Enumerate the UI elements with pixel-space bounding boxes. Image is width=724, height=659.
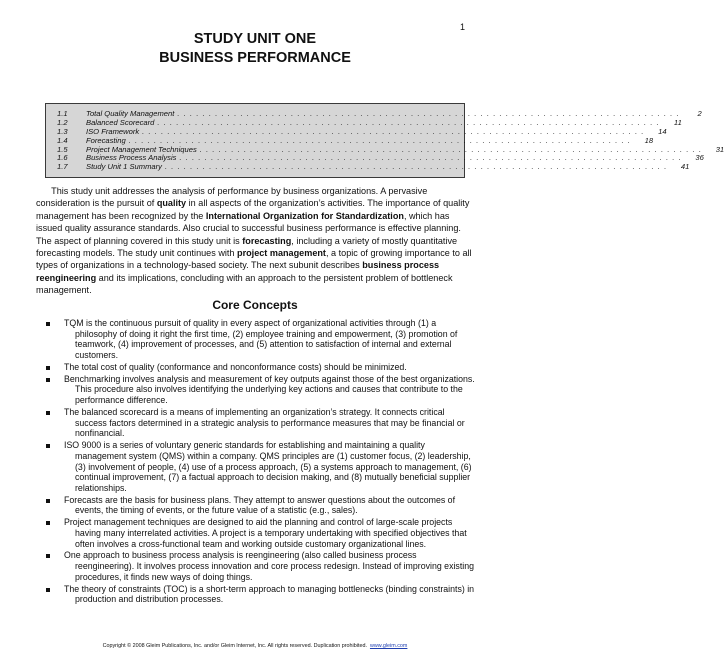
toc-section-number: 1.6 (57, 153, 68, 163)
intro-paragraph (36, 185, 478, 297)
toc-row[interactable] (57, 162, 690, 172)
concept-text: The total cost of quality (conformance and nonconformance costs) should be minimized. (64, 361, 407, 372)
list-item (45, 362, 477, 373)
toc-leader-dots: . . . . . . . . . . . . . . . . . . . . . . . . . . . . . . . . . . . . . . . . . . . . . . . . . . . . . . . . . . . . . . . . . . . . . . . . . . . . . . . . (128, 135, 632, 145)
toc-section-title: Total Quality Management (86, 109, 175, 118)
square-bullet-icon (46, 588, 50, 592)
square-bullet-icon (46, 554, 50, 558)
list-item (45, 584, 477, 605)
toc-section-title: Forecasting (86, 135, 126, 145)
toc-section-title: Business Process Analysis (86, 153, 177, 163)
toc-page-number: 41 (680, 162, 690, 172)
table-of-contents (45, 103, 724, 178)
toc-page-number: 18 (644, 135, 654, 145)
square-bullet-icon (46, 411, 50, 415)
intro-text: and its implications, concluding with an approach to the persistent problem of bottleneck management. (36, 272, 453, 296)
page-title (0, 30, 510, 68)
toc-page-number: 2 (697, 109, 702, 118)
intro-text: in all aspects of the organization’s activities. The importance of quality management has been recognized by the (36, 198, 470, 221)
footer (0, 643, 510, 649)
concept-text: The theory of constraints (TOC) is a short-term approach to managing bottlenecks (binding constraints) in production and distribution processes. (64, 583, 475, 605)
list-item (45, 374, 477, 406)
toc-leader-dots: . . . . . . . . . . . . . . . . . . . . . . . . . . . . . . . . . . . . . . . . . . . . . . . . . . . . . . . . . . . . . . . . . . . . . . . . . . . . . . . . (177, 109, 680, 118)
list-item (45, 495, 477, 516)
toc-leader-dots: . . . . . . . . . . . . . . . . . . . . . . . . . . . . . . . . . . . . . . . . . . . . . . . . . . . . . . . . . . . . . . . . . . . . . . . . . . . . . . . . (199, 144, 703, 154)
intro-text: , which has issued quality assurance standards. Also crucial to successful business performance is effective planning. The aspect of planning covered in this study unit is (36, 210, 461, 246)
square-bullet-icon (46, 378, 50, 382)
list-item (45, 440, 477, 494)
concept-text: Project management techniques are designed to aid the planning and control of large-scale projects having many interrelated activities. A project is a temporary undertaking with specified objectives that often involves a cross-functional team and working outside customary organizational lines. (64, 517, 467, 549)
list-item (45, 407, 477, 439)
concept-text: ISO 9000 is a series of voluntary generic standards for establishing and maintaining a quality management system (QMS) within a company. QMS principles are (1) customer focus, (2) leadership, (3) involvement of people, (4) use of a process approach, (5) a systems approach to management, (6) continual improvement, (7) a factual approach to decision making, and (8) mutually beneficial supplier relationships. (64, 440, 472, 493)
toc-page-number: 11 (673, 117, 682, 127)
toc-page-number: 31 (715, 144, 724, 154)
intro-text: , including a variety of mostly quantitative forecasting models. The study unit continues with (36, 235, 458, 259)
toc-section-number: 1.7 (57, 162, 68, 172)
square-bullet-icon (46, 499, 50, 503)
toc-leader-dots: . . . . . . . . . . . . . . . . . . . . . . . . . . . . . . . . . . . . . . . . . . . . . . . . . . . . . . . . . . . . . . . . . . . . . . . . . . . . . . . . (142, 126, 645, 136)
title-line-1: STUDY UNIT ONE (193, 31, 317, 47)
footer-link[interactable]: www.gleim.com (369, 643, 408, 649)
toc-section-title: Project Management Techniques (86, 144, 197, 154)
list-item (45, 550, 477, 582)
square-bullet-icon (46, 521, 50, 525)
core-concepts-list (45, 318, 477, 606)
square-bullet-icon (46, 366, 50, 370)
square-bullet-icon (46, 444, 50, 448)
intro-bold-term: forecasting (242, 235, 292, 246)
list-item (45, 318, 477, 361)
toc-section-title: ISO Framework (86, 126, 140, 136)
intro-bold-term: project management (237, 248, 326, 259)
toc-section-number: 1.4 (57, 135, 68, 145)
intro-text: This study unit addresses the analysis of performance by business organizations. A pervasive consideration is the pursuit of (36, 186, 428, 209)
toc-section-title: Study Unit 1 Summary (86, 162, 162, 172)
toc-section-number: 1.3 (57, 126, 68, 136)
intro-bold-term: International Organization for Standardization (205, 210, 404, 221)
footer-copyright: Copyright © 2008 Gleim Publications, Inc. and/or Gleim Internet, Inc. All rights reserved. Duplication prohibited. (102, 643, 367, 649)
intro-bold-term: quality (156, 198, 187, 209)
toc-leader-dots: . . . . . . . . . . . . . . . . . . . . . . . . . . . . . . . . . . . . . . . . . . . . . . . . . . . . . . . . . . . . . . . . . . . . . . . . . . . . . . . . (164, 162, 668, 172)
square-bullet-icon (46, 322, 50, 326)
toc-section-number: 1.1 (57, 109, 68, 118)
list-item (45, 517, 477, 549)
toc-leader-dots: . . . . . . . . . . . . . . . . . . . . . . . . . . . . . . . . . . . . . . . . . . . . . . . . . . . . . . . . . . . . . . . . . . . . . . . . . . . . . . . . (157, 117, 660, 127)
toc-section-number: 1.5 (57, 144, 68, 154)
concept-text: The balanced scorecard is a means of implementing an organization’s strategy. It connects critical success factors determined in a strategic analysis to performance measures that may be financial or nonfinancial. (64, 406, 465, 439)
toc-list (57, 109, 724, 172)
toc-leader-dots: . . . . . . . . . . . . . . . . . . . . . . . . . . . . . . . . . . . . . . . . . . . . . . . . . . . . . . . . . . . . . . . . . . . . . . . . . . . . . . . . (179, 153, 682, 163)
toc-page-number: 36 (695, 153, 704, 163)
page-number: 1 (459, 22, 465, 32)
intro-bold-term: business process reengineering (36, 260, 440, 283)
intro-text: , a topic of growing importance to all types of organizations in a technology-based society. The next subunit describes (36, 248, 472, 271)
toc-section-title: Balanced Scorecard (86, 117, 155, 127)
concept-text: TQM is the continuous pursuit of quality in every aspect of organizational activities through (1) a philosophy of doing it right the first time, (2) employee training and empowerment, (3) promotion of teamwork, (4) improvement of processes, and (5) attention to satisfaction of internal and external customers. (64, 318, 458, 361)
concept-text: One approach to business process analysis is reengineering (also called business process reengineering). It involves process innovation and core process redesign. Instead of improving existing procedures, it finds new ways of doing things. (64, 550, 475, 582)
toc-section-number: 1.2 (57, 117, 68, 127)
core-concepts-heading: Core Concepts (212, 298, 298, 312)
concept-text: Forecasts are the basis for business plans. They attempt to answer questions about the outcomes of events, the timing of events, or the future value of a statistic (e.g., sales). (64, 494, 456, 516)
title-line-2: BUSINESS PERFORMANCE (159, 50, 351, 66)
concept-text: Benchmarking involves analysis and measurement of key outputs against those of the best organizations. This procedure also involves identifying the underlying key actions and causes that contribute to the performance difference. (64, 373, 475, 406)
toc-page-number: 14 (658, 126, 667, 136)
